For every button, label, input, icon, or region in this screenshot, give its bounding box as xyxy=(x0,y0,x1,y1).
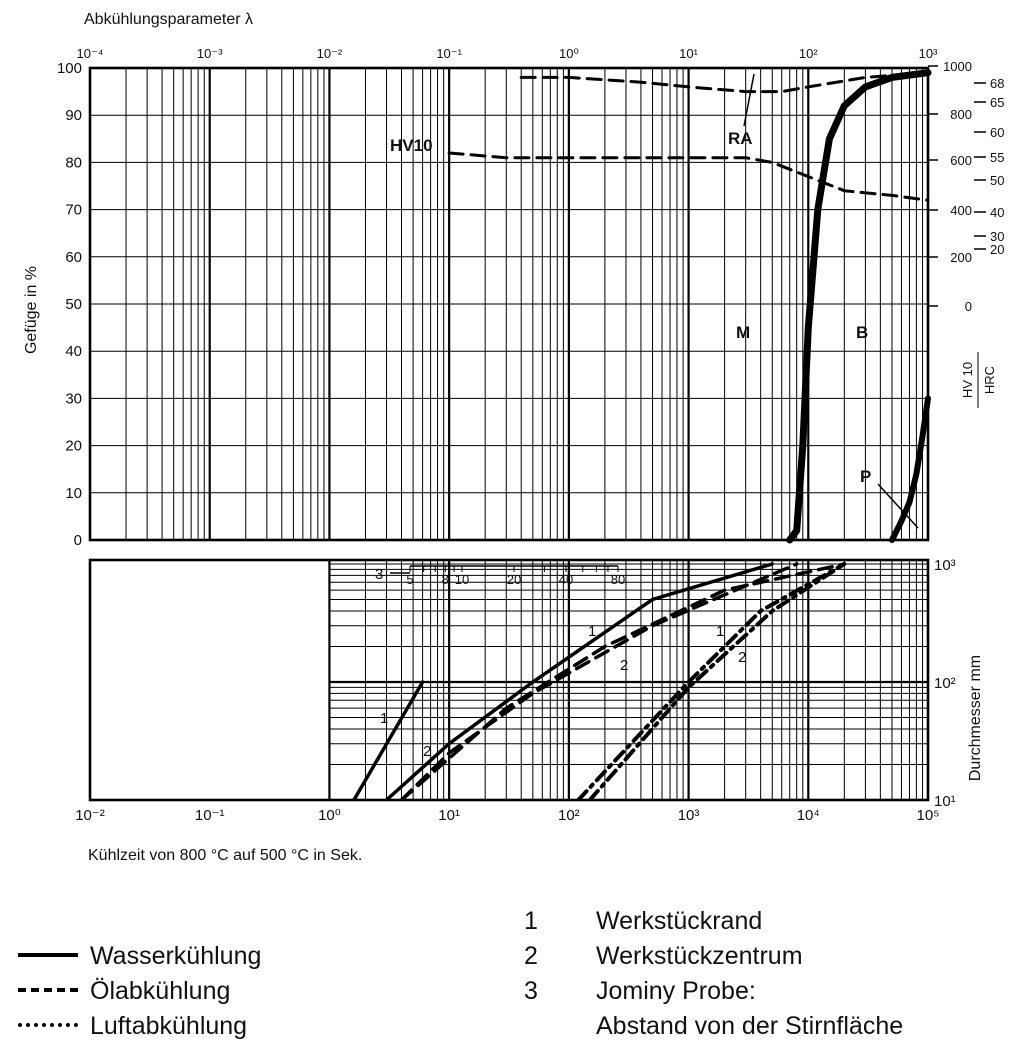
jominy-tick-label: 40 xyxy=(558,572,574,587)
bottom-tick-label: 10⁵ xyxy=(916,807,940,824)
jominy-tick-label: 5 xyxy=(406,572,414,587)
left-tick-label: 0 xyxy=(73,532,82,549)
label-p: P xyxy=(860,467,872,486)
note-item xyxy=(596,1011,903,1041)
hv10-tick-label: 400 xyxy=(950,203,972,218)
jominy-tick-label: 80 xyxy=(610,572,626,587)
legend-label: Wasserkühlung xyxy=(90,942,262,970)
bottom-axis-title: Kühlzeit von 800 °C auf 500 °C in Sek. xyxy=(88,847,363,864)
hrc-tick-label: 50 xyxy=(990,173,1005,188)
legend-label: Luftabkühlung xyxy=(90,1012,248,1040)
bottom-tick-label: 10⁻² xyxy=(75,807,105,824)
top-tick-label: 10⁻⁴ xyxy=(76,46,104,61)
bottom-tick-label: 10¹ xyxy=(438,807,460,824)
hrc-tick-label: 68 xyxy=(990,76,1005,91)
left-axis-ticks xyxy=(57,60,82,549)
left-tick-label: 40 xyxy=(65,343,82,361)
legend-item-air xyxy=(18,1011,247,1041)
bottom-tick-label: 10⁰ xyxy=(318,807,341,824)
legend-label: Ölabkühlung xyxy=(90,977,231,1005)
hrc-tick-label: 40 xyxy=(990,205,1005,220)
top-axis-ticks xyxy=(77,46,939,61)
marker-water-edge: 1 xyxy=(380,710,389,727)
note-item xyxy=(524,976,756,1006)
jominy-tick-label: 20 xyxy=(506,572,522,587)
label-hv10: HV10 xyxy=(390,136,433,155)
hv10-axis-ticks xyxy=(928,59,972,314)
left-axis-title: Gefüge in % xyxy=(23,265,40,355)
hrc-tick-label: 20 xyxy=(990,242,1005,257)
diameter-tick-label: 10³ xyxy=(934,557,956,574)
legend-swatch-dashed xyxy=(18,988,78,996)
note-label: Werkstückzentrum xyxy=(596,942,803,970)
marker-oil-edge: 1 xyxy=(588,623,597,640)
martensite-curve xyxy=(790,73,928,540)
hv10-unit-label: HV 10 xyxy=(960,361,975,399)
top-axis-title: Abkühlungsparameter λ xyxy=(84,11,253,28)
legend-item-water xyxy=(18,941,261,971)
diameter-axis-title: Durchmesser mm xyxy=(967,654,984,782)
marker-air-edge: 1 xyxy=(716,623,725,640)
bottom-tick-label: 10⁴ xyxy=(796,807,820,824)
note-number: 3 xyxy=(524,977,538,1005)
hv10-tick-label: 0 xyxy=(964,299,972,314)
bottom-tick-label: 10³ xyxy=(677,807,700,824)
top-tick-label: 10¹ xyxy=(679,46,698,61)
left-tick-label: 50 xyxy=(65,296,82,313)
top-tick-label: 10⁻³ xyxy=(196,46,223,61)
top-tick-label: 10⁰ xyxy=(559,46,579,61)
jominy-tick-label: 8 xyxy=(441,572,449,587)
jominy-label: 3 xyxy=(375,566,384,583)
top-tick-label: 10² xyxy=(798,46,818,61)
hv10-tick-label: 800 xyxy=(950,107,972,122)
note-item xyxy=(524,906,762,936)
hrc-tick-label: 30 xyxy=(990,229,1005,244)
note-label: Abstand von der Stirnfläche xyxy=(596,1012,904,1040)
top-tick-label: 10³ xyxy=(918,46,938,61)
lower-grid xyxy=(90,560,928,800)
hrc-tick-label: 60 xyxy=(990,125,1005,140)
left-tick-label: 20 xyxy=(65,437,82,455)
hv10-tick-label: 200 xyxy=(950,250,972,265)
left-tick-label: 60 xyxy=(65,248,82,266)
label-b: B xyxy=(856,323,869,342)
left-tick-label: 90 xyxy=(65,107,82,125)
water-edge-line xyxy=(354,682,423,800)
left-tick-label: 70 xyxy=(65,201,82,219)
label-m: M xyxy=(736,323,751,342)
legend-swatch-dashdot xyxy=(18,1023,78,1031)
diameter-tick-label: 10² xyxy=(934,675,956,692)
hrc-tick-label: 65 xyxy=(990,95,1005,110)
jominy-tick-label: 10 xyxy=(454,572,470,587)
note-item xyxy=(524,941,803,971)
marker-oil-center: 2 xyxy=(620,657,629,674)
legend-swatch-solid xyxy=(18,953,78,961)
hv10-tick-label: 600 xyxy=(950,153,972,168)
hv10-tick-label: 1000 xyxy=(943,59,972,74)
top-tick-label: 10⁻¹ xyxy=(436,46,462,61)
note-number: 1 xyxy=(524,907,538,935)
bottom-tick-label: 10⁻¹ xyxy=(194,807,225,824)
note-label: Jominy Probe: xyxy=(596,977,756,1005)
left-tick-label: 10 xyxy=(65,484,82,502)
marker-air-center: 2 xyxy=(738,649,747,666)
left-tick-label: 100 xyxy=(56,60,82,77)
hrc-axis-ticks xyxy=(974,76,1004,257)
bottom-axis-ticks xyxy=(75,807,939,824)
diameter-tick-label: 10¹ xyxy=(934,793,956,810)
note-label: Werkstückrand xyxy=(596,907,763,935)
marker-water-center: 2 xyxy=(423,743,432,760)
legend-item-oil xyxy=(18,976,230,1006)
top-tick-label: 10⁻² xyxy=(316,46,343,61)
label-ra: RA xyxy=(728,129,753,148)
left-tick-label: 30 xyxy=(65,390,82,408)
note-number: 2 xyxy=(524,942,538,970)
left-tick-label: 80 xyxy=(65,154,82,172)
hrc-tick-label: 55 xyxy=(990,150,1005,165)
hrc-unit-label: HRC xyxy=(982,365,997,395)
bottom-tick-label: 10² xyxy=(558,807,580,824)
diameter-axis-ticks xyxy=(934,557,956,810)
